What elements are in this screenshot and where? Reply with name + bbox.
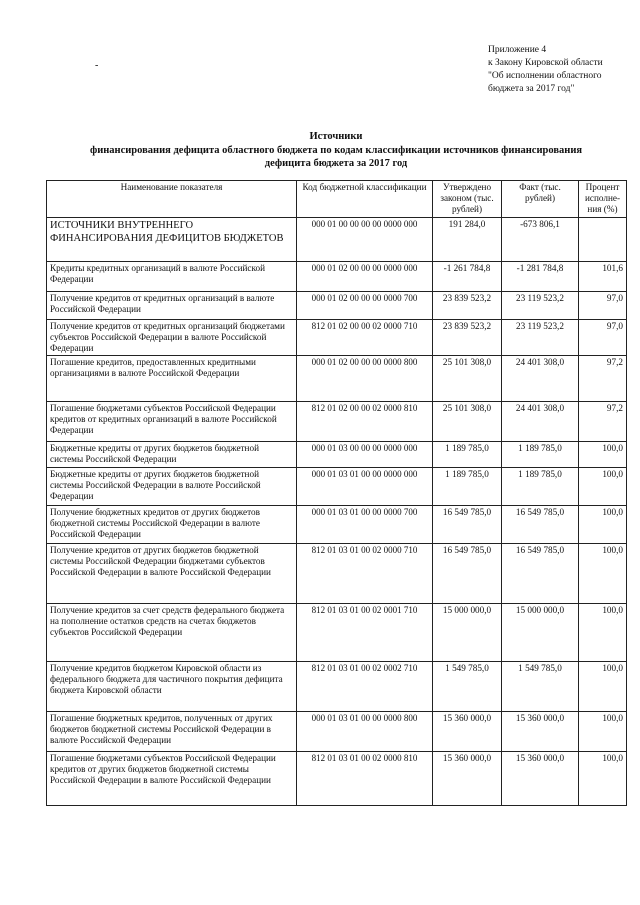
row-approved: 1 189 785,0	[433, 468, 502, 506]
row-approved: 1 549 785,0	[433, 662, 502, 712]
row-approved: 23 839 523,2	[433, 292, 502, 320]
title-line: финансирования дефицита областного бюджета по кодам классификации источников финансирования	[89, 144, 583, 156]
row-name: Погашение кредитов, предоставленных кредитными организациями в валюте Российской Федерации	[47, 356, 297, 402]
row-code: 812 01 03 01 00 02 0002 710	[297, 662, 433, 712]
header-approved: Утверждено законом (тыс. рублей)	[433, 181, 502, 218]
row-percent: 100,0	[579, 544, 627, 604]
row-name: Получение кредитов за счет средств федерального бюджета на пополнение остатков средств на счетах бюджетов субъектов Российской Федерации	[47, 604, 297, 662]
stray-mark: -	[95, 60, 99, 71]
table-row	[47, 712, 627, 752]
row-fact: 16 549 785,0	[502, 544, 579, 604]
row-percent: 97,0	[579, 320, 627, 356]
row-name: Кредиты кредитных организаций в валюте Российской Федерации	[47, 262, 297, 292]
row-percent: 97,2	[579, 402, 627, 442]
row-name: Получение кредитов от кредитных организаций в валюте Российской Федерации	[47, 292, 297, 320]
title-line: Источники	[309, 131, 363, 142]
row-fact: 15 360 000,0	[502, 712, 579, 752]
row-name: Погашение бюджетами субъектов Российской Федерации кредитов от других бюджетов бюджетной системы Российской Федерации в валюте Российской Федерации	[47, 752, 297, 806]
row-approved: 1 189 785,0	[433, 442, 502, 468]
table-row	[47, 544, 627, 604]
row-name: Бюджетные кредиты от других бюджетов бюджетной системы Российской Федерации в валюте Российской Федерации	[47, 468, 297, 506]
row-percent: 101,6	[579, 262, 627, 292]
table-header-row	[47, 181, 627, 218]
row-fact: 23 119 523,2	[502, 320, 579, 356]
table-row	[47, 752, 627, 806]
row-fact: 24 401 308,0	[502, 402, 579, 442]
row-code: 000 01 03 01 00 00 0000 700	[297, 506, 433, 544]
row-code: 812 01 02 00 00 02 0000 810	[297, 402, 433, 442]
table-row	[47, 292, 627, 320]
row-fact: 24 401 308,0	[502, 356, 579, 402]
row-name: Погашение бюджетами субъектов Российской Федерации кредитов от кредитных организаций в валюте Российской Федерации	[47, 402, 297, 442]
row-fact: 15 000 000,0	[502, 604, 579, 662]
row-code: 812 01 02 00 00 02 0000 710	[297, 320, 433, 356]
row-fact: 1 549 785,0	[502, 662, 579, 712]
row-name: Погашение бюджетных кредитов, полученных от других бюджетов бюджетной системы Российской Федерации в валюте Российской Федерации	[47, 712, 297, 752]
row-percent: 100,0	[579, 506, 627, 544]
table-row	[47, 604, 627, 662]
table-row	[47, 506, 627, 544]
table-row	[47, 442, 627, 468]
row-percent: 100,0	[579, 442, 627, 468]
row-code: 000 01 03 01 00 00 0000 000	[297, 468, 433, 506]
row-code: 812 01 03 01 00 02 0000 710	[297, 544, 433, 604]
table-row	[47, 218, 627, 262]
table-row	[47, 402, 627, 442]
header-fact: Факт (тыс. рублей)	[502, 181, 579, 218]
row-percent: 100,0	[579, 752, 627, 806]
header-percent: Процент исполне-ния (%)	[579, 181, 627, 218]
row-percent: 100,0	[579, 712, 627, 752]
row-code: 000 01 03 00 00 00 0000 000	[297, 442, 433, 468]
appendix-note	[488, 44, 636, 96]
document-title	[46, 130, 626, 171]
row-fact: 1 189 785,0	[502, 468, 579, 506]
row-approved: 15 000 000,0	[433, 604, 502, 662]
row-approved: 23 839 523,2	[433, 320, 502, 356]
row-fact: -1 281 784,8	[502, 262, 579, 292]
row-code: 812 01 03 01 00 02 0001 710	[297, 604, 433, 662]
table-row	[47, 468, 627, 506]
row-approved: -1 261 784,8	[433, 262, 502, 292]
row-name: Получение кредитов бюджетом Кировской области из федерального бюджета для частичного покрытия дефицита бюджета Кировской области	[47, 662, 297, 712]
appendix-line: "Об исполнении областного	[488, 71, 602, 81]
row-code: 000 01 00 00 00 00 0000 000	[297, 218, 433, 262]
row-name: Бюджетные кредиты от других бюджетов бюджетной системы Российской Федерации	[47, 442, 297, 468]
title-line: дефицита бюджета за 2017 год	[264, 158, 408, 169]
row-fact: 23 119 523,2	[502, 292, 579, 320]
row-approved: 191 284,0	[433, 218, 502, 262]
row-fact: 15 360 000,0	[502, 752, 579, 806]
row-name: Получение кредитов от кредитных организаций бюджетами субъектов Российской Федерации в валюте Российской Федерации	[47, 320, 297, 356]
row-percent: 100,0	[579, 662, 627, 712]
appendix-line: к Закону Кировской области	[488, 58, 603, 68]
row-name: ИСТОЧНИКИ ВНУТРЕННЕГО ФИНАНСИРОВАНИЯ ДЕФИЦИТОВ БЮДЖЕТОВ	[47, 218, 297, 262]
row-percent	[579, 218, 627, 262]
row-approved: 15 360 000,0	[433, 712, 502, 752]
row-code: 000 01 02 00 00 00 0000 700	[297, 292, 433, 320]
row-percent: 97,0	[579, 292, 627, 320]
table-row	[47, 262, 627, 292]
financing-sources-table	[46, 180, 627, 806]
row-code: 000 01 02 00 00 00 0000 800	[297, 356, 433, 402]
row-approved: 16 549 785,0	[433, 506, 502, 544]
row-approved: 25 101 308,0	[433, 402, 502, 442]
row-percent: 100,0	[579, 468, 627, 506]
appendix-line: бюджета за 2017 год"	[488, 84, 575, 94]
row-code: 000 01 03 01 00 00 0000 800	[297, 712, 433, 752]
row-name: Получение кредитов от других бюджетов бюджетной системы Российской Федерации бюджетами субъектов Российской Федерации в валюте Российской Федерации	[47, 544, 297, 604]
row-approved: 16 549 785,0	[433, 544, 502, 604]
header-code: Код бюджетной классификации	[297, 181, 433, 218]
row-code: 000 01 02 00 00 00 0000 000	[297, 262, 433, 292]
row-approved: 15 360 000,0	[433, 752, 502, 806]
appendix-line: Приложение 4	[488, 45, 547, 55]
table-row	[47, 662, 627, 712]
header-name: Наименование показателя	[47, 181, 297, 218]
table-row	[47, 320, 627, 356]
row-percent: 97,2	[579, 356, 627, 402]
table-row	[47, 356, 627, 402]
row-fact: -673 806,1	[502, 218, 579, 262]
row-percent: 100,0	[579, 604, 627, 662]
row-fact: 16 549 785,0	[502, 506, 579, 544]
row-fact: 1 189 785,0	[502, 442, 579, 468]
row-approved: 25 101 308,0	[433, 356, 502, 402]
row-name: Получение бюджетных кредитов от других бюджетов бюджетной системы Российской Федерации в валюте Российской Федерации	[47, 506, 297, 544]
row-code: 812 01 03 01 00 02 0000 810	[297, 752, 433, 806]
